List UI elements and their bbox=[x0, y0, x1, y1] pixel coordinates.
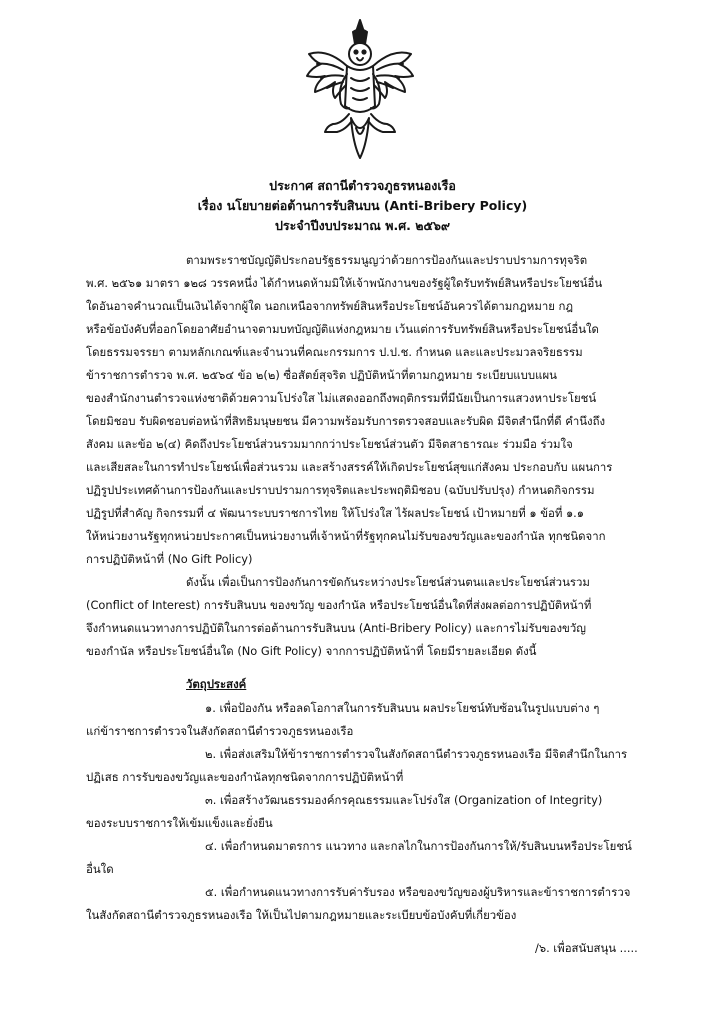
paragraph-1-line: ใดอันอาจคำนวณเป็นเงินได้จากผู้ใด นอกเหนือจากทรัพย์สินหรือประโยชน์อันควรได้ตามกฎหมาย กฎ bbox=[86, 299, 574, 313]
paragraph-1-line: ปฏิรูปที่สำคัญ กิจกรรมที่ ๔ พัฒนาระบบราชการไทย ให้โปร่งใส ไร้ผลประโยชน์ เป้าหมายที่ ๑ ข้อที่ ๑.๑ bbox=[86, 506, 585, 520]
announcement-title-block bbox=[0, 176, 725, 236]
objective-item-continuation: ของระบบราชการให้เข้มแข็งและยั่งยืน bbox=[86, 816, 273, 830]
objective-item-continuation: อื่นใด bbox=[86, 862, 114, 876]
paragraph-1-line: และเสียสละในการทำประโยชน์เพื่อส่วนรวม และสร้างสรรค์ให้เกิดประโยชน์สุขแก่สังคม ประกอบกับ แผนการ bbox=[86, 460, 613, 474]
paragraph-1-line: ตามพระราชบัญญัติประกอบรัฐธรรมนูญว่าด้วยการป้องกันและปราบปรามการทุจริต bbox=[186, 253, 588, 267]
announcement-fiscal-year: ประจำปีงบประมาณ พ.ศ. ๒๕๖๙ bbox=[274, 218, 451, 233]
objective-item: ๑. เพื่อป้องกัน หรือลดโอกาสในการรับสินบน ผลประโยชน์ทับซ้อนในรูปแบบต่าง ๆ bbox=[205, 701, 600, 715]
paragraph-1-line: โดยมิชอบ รับผิดชอบต่อหน้าที่สิทธิมนุษยชน มีความพร้อมรับการตรวจสอบและรับผิด มีจิตสำนึกที่ดี คำนึงถึง bbox=[86, 414, 606, 428]
objective-item-continuation: แก่ข้าราชการตำรวจในสังกัดสถานีตำรวจภูธรหนองเรือ bbox=[86, 724, 354, 738]
page-continuation-marker: /๖. เพื่อสนับสนุน ..... bbox=[535, 941, 638, 955]
announcement-title: ประกาศ สถานีตำรวจภูธรหนองเรือ bbox=[269, 178, 456, 193]
paragraph-1-line: ของสำนักงานตำรวจแห่งชาติด้วยความโปร่งใส ไม่แสดงออกถึงพฤติกรรมที่มีนัยเป็นการแสวงหาประโยชน์ bbox=[86, 391, 597, 405]
paragraph-1-line: หรือข้อบังคับที่ออกโดยอาศัยอำนาจตามบทบัญญัติแห่งกฎหมาย เว้นแต่การรับทรัพย์สินหรือประโยชน์อื่นใด bbox=[86, 322, 599, 336]
paragraph-1-line: สังคม และข้อ ๒(๔) คิดถึงประโยชน์ส่วนรวมมากกว่าประโยชน์ส่วนตัว มีจิตสาธารณะ ร่วมมือ ร่วมใจ bbox=[86, 437, 573, 451]
objective-item: ๒. เพื่อส่งเสริมให้ข้าราชการตำรวจในสังกัดสถานีตำรวจภูธรหนองเรือ มีจิตสำนึกในการ bbox=[205, 747, 628, 761]
announcement-subject: เรื่อง นโยบายต่อต้านการรับสินบน (Anti-Bribery Policy) bbox=[197, 198, 528, 213]
paragraph-1-line: โดยธรรมจรรยา ตามหลักเกณฑ์และจำนวนที่คณะกรรมการ ป.ป.ช. กำหนด และและประมวลจริยธรรม bbox=[86, 345, 583, 359]
paragraph-2-line: ดังนั้น เพื่อเป็นการป้องกันการขัดกันระหว่างประโยชน์ส่วนตนและประโยชน์ส่วนรวม bbox=[186, 575, 590, 589]
paragraph-1-line: การปฏิบัติหน้าที่ (No Gift Policy) bbox=[86, 552, 253, 566]
objective-item: ๔. เพื่อกำหนดมาตรการ แนวทาง และกลไกในการป้องกันการให้/รับสินบนหรือประโยชน์ bbox=[205, 839, 632, 853]
paragraph-1-line: ปฏิรูปประเทศด้านการป้องกันและปราบปรามการทุจริตและประพฤติมิชอบ (ฉบับปรับปรุง) กำหนดกิจกรรม bbox=[86, 483, 595, 497]
objectives-heading: วัตถุประสงค์ bbox=[186, 677, 247, 691]
paragraph-1-line: ข้าราชการตำรวจ พ.ศ. ๒๕๖๔ ข้อ ๒(๒) ซื่อสัตย์สุจริต ปฏิบัติหน้าที่ตามกฎหมาย ระเบียบแบบแผน bbox=[86, 368, 557, 382]
paragraph-2-line: จึงกำหนดแนวทางการปฏิบัติในการต่อต้านการรับสินบน (Anti-Bribery Policy) และการไม่รับของขวัญ bbox=[86, 621, 586, 635]
garuda-emblem-icon bbox=[301, 14, 419, 164]
objective-item: ๓. เพื่อสร้างวัฒนธรรมองค์กรคุณธรรมและโปร่งใส (Organization of Integrity) bbox=[205, 793, 603, 807]
objective-item-continuation: ในสังกัดสถานีตำรวจภูธรหนองเรือ ให้เป็นไปตามกฎหมายและระเบียบข้อบังคับที่เกี่ยวข้อง bbox=[86, 908, 517, 922]
objective-item: ๕. เพื่อกำหนดแนวทางการรับค่ารับรอง หรือของขวัญของผู้บริหารและข้าราชการตำรวจ bbox=[205, 885, 631, 899]
paragraph-2-line: (Conflict of Interest) การรับสินบน ของขวัญ ของกำนัล หรือประโยชน์อื่นใดที่ส่งผลต่อการปฏิบัติหน้าที่ bbox=[86, 598, 592, 612]
paragraph-2-line: ของกำนัล หรือประโยชน์อื่นใด (No Gift Policy) จากการปฏิบัติหน้าที่ โดยมีรายละเอียด ดังนี้ bbox=[86, 644, 537, 658]
objective-item-continuation: ปฏิเสธ การรับของขวัญและของกำนัลทุกชนิดจากการปฏิบัติหน้าที่ bbox=[86, 770, 404, 784]
paragraph-1-line: ให้หน่วยงานรัฐทุกหน่วยประกาศเป็นหน่วยงานที่เจ้าหน้าที่รัฐทุกคนไม่รับของขวัญและของกำนัล ทุกชนิดจาก bbox=[86, 529, 606, 543]
paragraph-1-line: พ.ศ. ๒๕๖๑ มาตรา ๑๒๘ วรรคหนึ่ง ได้กำหนดห้ามมิให้เจ้าพนักงานของรัฐผู้ใดรับทรัพย์สินหรือประโยชน์อื่น bbox=[86, 276, 603, 290]
